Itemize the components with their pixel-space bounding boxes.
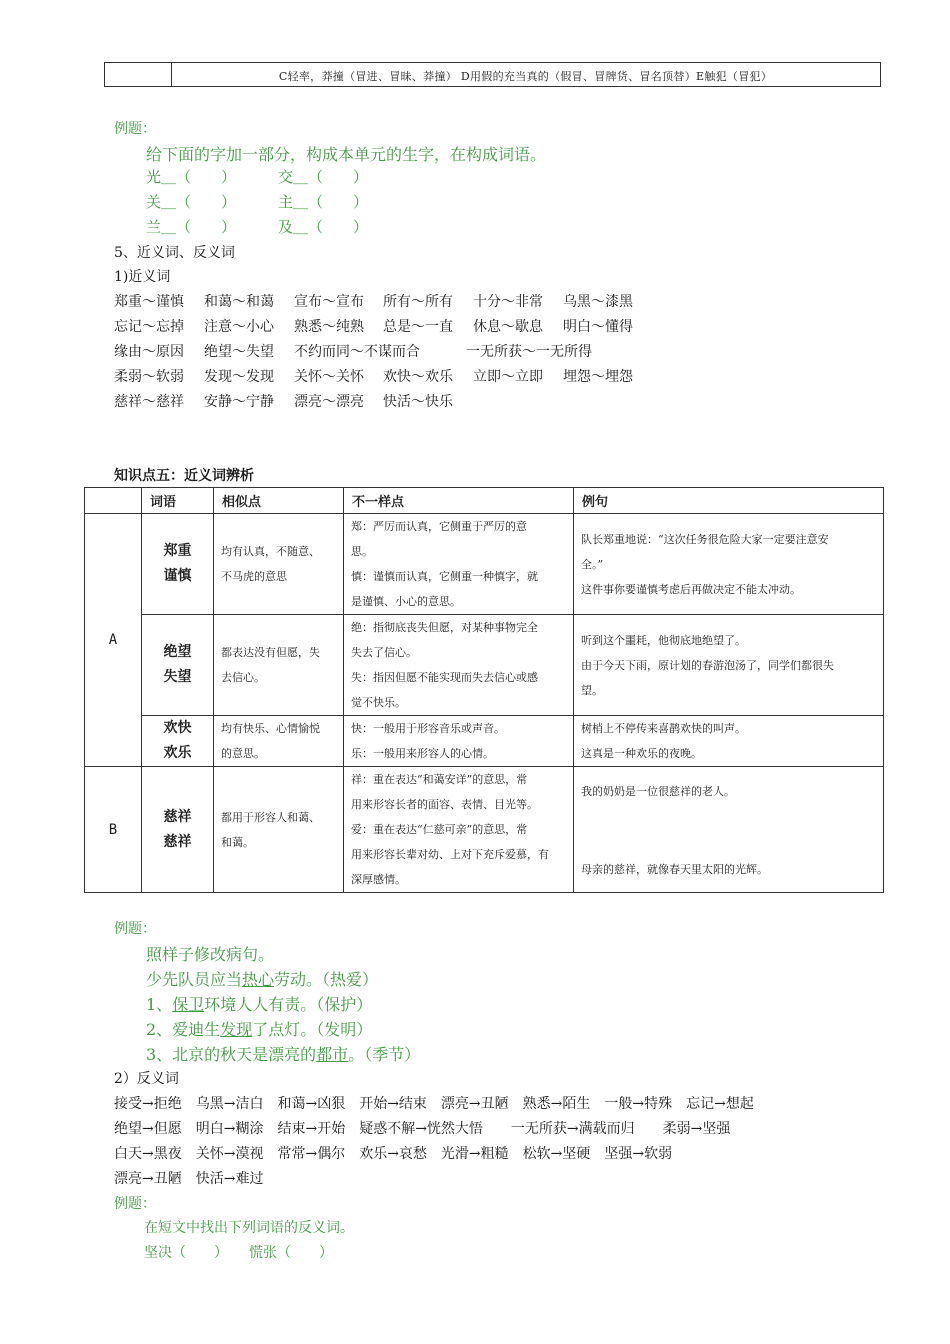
- diff-line: 失去了信心。: [351, 646, 417, 659]
- similar-line: 不马虎的意思: [221, 570, 287, 583]
- example-cell: [574, 615, 884, 716]
- word-cell: [142, 514, 214, 615]
- example1-label: 例题：: [114, 121, 156, 137]
- example-line: 由于今天下雨，原计划的春游泡汤了，同学们都很失: [581, 658, 834, 672]
- word: 失望: [163, 669, 192, 685]
- example-line: 树梢上不停传来喜鹊欢快的叫声。: [581, 722, 746, 735]
- example3-instruction: 在短文中找出下列词语的反义词。: [144, 1220, 354, 1236]
- synonym-pair: 总是～一直: [383, 319, 453, 335]
- word: 欢乐: [163, 745, 192, 761]
- top-table-text: C轻率，莽撞（冒进、冒昧、莽撞） D用假的充当真的（假冒、冒牌货、冒名顶替）E触犯（冒犯）: [278, 70, 773, 83]
- diff-line: 快：一般用于形容音乐或声音。: [351, 722, 505, 735]
- synonym-pair: 绝望～失望: [204, 344, 274, 360]
- synonym-pair: 和蔼～和蔼: [204, 294, 274, 310]
- example-line: 听到这个噩耗，他彻底地绝望了。: [581, 633, 746, 647]
- underlined-word: 都市: [316, 1045, 349, 1064]
- text: 1、: [146, 995, 173, 1014]
- word: 绝望: [163, 644, 192, 660]
- synonym-pair: 快活～快乐: [383, 394, 453, 410]
- example-line: 我的奶奶是一位很慈祥的老人。: [581, 785, 735, 798]
- diff-line: 爱：重在表达“仁慈可亲”的意思，常: [351, 823, 528, 836]
- similar-line: 去信心。: [221, 671, 265, 684]
- synonym-pair: 慈祥～慈祥: [114, 394, 184, 410]
- example-cell: [574, 514, 884, 615]
- diff-line: 乐：一般用来形容人的心情。: [351, 747, 494, 760]
- diff-line: 思。: [351, 545, 373, 558]
- similar-cell: [214, 767, 344, 893]
- example-line: 母亲的慈祥，就像春天里太阳的光辉。: [581, 863, 768, 876]
- word: 慈祥: [163, 833, 192, 850]
- top-table-fragment: [104, 62, 881, 87]
- antonym-subtitle: 2）反义词: [114, 1071, 179, 1087]
- underlined-word: 热心: [242, 970, 275, 989]
- word: 欢快: [163, 720, 192, 736]
- table-row: [85, 767, 884, 893]
- table-row: [85, 514, 884, 615]
- similar-cell: [214, 514, 344, 615]
- section5-title: 5、近义词、反义词: [114, 245, 235, 261]
- synonym-pair: 柔弱～软弱: [114, 369, 184, 385]
- diff-line: 是谨慎、小心的意思。: [351, 595, 461, 608]
- similar-line: 均有快乐、心情愉悦: [221, 722, 320, 735]
- synonym-pair: 宣布～宣布: [294, 294, 364, 310]
- example3-label: 例题：: [114, 1196, 156, 1212]
- text: 3、北京的秋天是漂亮的: [146, 1045, 317, 1064]
- synonym-pair: 郑重～谨慎: [114, 294, 184, 310]
- group-b-label: B: [85, 767, 142, 893]
- underlined-word: 发现: [220, 1020, 253, 1039]
- synonym-pair: 十分～非常: [473, 294, 543, 310]
- synonym-pair: 欢快～欢乐: [383, 369, 453, 385]
- synonym-pair: 熟悉～纯熟: [294, 319, 364, 335]
- similar-line: 都用于形容人和蔼、: [221, 810, 320, 824]
- example3-items: 坚决（ ） 慌张（ ）: [144, 1245, 333, 1261]
- example2-label: 例题：: [114, 921, 156, 937]
- synonym-pair: 所有～所有: [383, 294, 453, 310]
- similar-cell: [214, 716, 344, 767]
- example2-item: [146, 992, 372, 1015]
- antonym-row: 白天→黑夜 关怀→漠视 常常→偶尔 欢乐→哀愁 光滑→粗糙 松软→坚硬 坚强→软弱: [114, 1146, 673, 1162]
- diff-line: 绝：指彻底丧失但愿，对某种事物完全: [351, 621, 538, 634]
- diff-line: 觉不快乐。: [351, 696, 406, 709]
- text: 劳动。（热爱）: [274, 970, 379, 989]
- antonym-row: 接受→拒绝 乌黑→洁白 和蔼→凶狠 开始→结束 漂亮→丑陋 熟悉→陌生 一般→特殊 忘记→想起: [114, 1096, 754, 1112]
- table-header-row: [85, 488, 884, 514]
- word-cell: [142, 767, 214, 893]
- text: 少先队员应当: [146, 970, 243, 989]
- example1-item: 光＿（ ）: [146, 168, 237, 186]
- text: 了点灯。（发明）: [252, 1020, 373, 1039]
- header-diff: 不一样点: [344, 488, 574, 514]
- example-line: 这件事你要谨慎考虑后再做决定不能太冲动。: [581, 582, 801, 596]
- diff-line: 祥：重在表达“和蔼安详”的意思，常: [351, 773, 528, 786]
- synonym-pair: 安静～宁静: [204, 394, 274, 410]
- example1-item: 关＿（ ）: [146, 193, 237, 211]
- synonym-subtitle: 1)近义词: [114, 269, 171, 285]
- synonym-pair: 立即～立即: [473, 369, 543, 385]
- synonym-pair: 缘由～原因: [114, 344, 184, 360]
- header-similar: 相似点: [214, 488, 344, 514]
- example-line: 队长郑重地说：“这次任务很危险大家一定要注意安: [581, 532, 829, 546]
- antonym-row: 绝望→但愿 明白→糊涂 结束→开始 疑惑不解→恍然大悟 一无所获→满载而归 柔弱→坚强: [114, 1121, 731, 1137]
- word: 谨慎: [163, 568, 192, 584]
- diff-line: 郑：严厉而认真，它侧重于严厉的意: [351, 520, 527, 533]
- diff-line: 用来形容长者的面容、表情、目光等。: [351, 798, 538, 811]
- synonym-pair: 关怀～关怀: [294, 369, 364, 385]
- example2-item: [146, 1017, 372, 1040]
- diff-cell: [344, 767, 574, 893]
- similar-line: 的意思。: [221, 747, 265, 760]
- example-line: 望。: [581, 683, 603, 697]
- word-cell: [142, 615, 214, 716]
- example2-item: [146, 1042, 420, 1065]
- diff-cell: [344, 716, 574, 767]
- example1-item: 主＿（ ）: [278, 193, 369, 211]
- diff-line: 用来形容长辈对幼、上对下充斥爱慕，有: [351, 848, 549, 861]
- text: 。（季节）: [348, 1045, 421, 1064]
- diff-cell: [344, 615, 574, 716]
- header-blank: [85, 488, 142, 514]
- antonym-row: 漂亮→丑陋 快活→难过: [114, 1171, 264, 1187]
- synonym-pair: 一无所获～一无所得: [466, 344, 592, 360]
- word-cell: [142, 716, 214, 767]
- synonym-pair: 休息～歇息: [473, 319, 543, 335]
- synonym-pair: 明白～懂得: [563, 319, 633, 335]
- group-a-label: A: [85, 514, 142, 767]
- similar-cell: [214, 615, 344, 716]
- text: 2、爱迪生: [146, 1020, 221, 1039]
- synonym-pair: 不约而同～不谋而合: [294, 344, 420, 360]
- example2-instruction: 照样子修改病句。: [146, 945, 275, 964]
- word: 慈祥: [163, 808, 192, 825]
- similar-line: 和蔼。: [221, 835, 254, 849]
- example-cell: [574, 767, 884, 893]
- text: 环境人人有责。（保护）: [204, 995, 373, 1014]
- synonym-pair: 发现～发现: [204, 369, 274, 385]
- example-line: 这真是一种欢乐的夜晚。: [581, 747, 702, 760]
- diff-cell: [344, 514, 574, 615]
- synonym-pair: 乌黑～漆黑: [563, 294, 633, 310]
- header-example: 例句: [574, 488, 884, 514]
- example-cell: [574, 716, 884, 767]
- similar-line: 都表达没有但愿，失: [221, 646, 320, 659]
- diff-line: 深厚感情。: [351, 873, 406, 886]
- diff-line: 慎：谨慎而认真，它侧重一种慎字，就: [351, 570, 538, 583]
- knowledge5-title: 知识点五：近义词辨析: [114, 468, 254, 484]
- example1-item: 交＿（ ）: [278, 168, 369, 186]
- table-row: [85, 716, 884, 767]
- synonym-analysis-table: [84, 487, 884, 893]
- synonym-pair: 埋怨～埋怨: [563, 369, 633, 385]
- synonym-pair: 注意～小心: [204, 319, 274, 335]
- example2-sample: [146, 967, 378, 990]
- diff-line: 失：指因但愿不能实现而失去信心或感: [351, 671, 538, 684]
- example1-item: 及＿（ ）: [278, 218, 369, 236]
- underlined-word: 保卫: [172, 995, 205, 1014]
- example1-item: 兰＿（ ）: [146, 218, 237, 236]
- header-word: 词语: [142, 488, 214, 514]
- example-line: 全。”: [581, 557, 604, 571]
- word: 郑重: [163, 543, 192, 559]
- synonym-pair: 漂亮～漂亮: [294, 394, 364, 410]
- example1-instruction: 给下面的字加一部分，构成本单元的生字，在构成词语。: [146, 145, 547, 164]
- synonym-pair: 忘记～忘掉: [114, 319, 184, 335]
- similar-line: 均有认真，不随意、: [221, 545, 320, 558]
- table-row: [85, 615, 884, 716]
